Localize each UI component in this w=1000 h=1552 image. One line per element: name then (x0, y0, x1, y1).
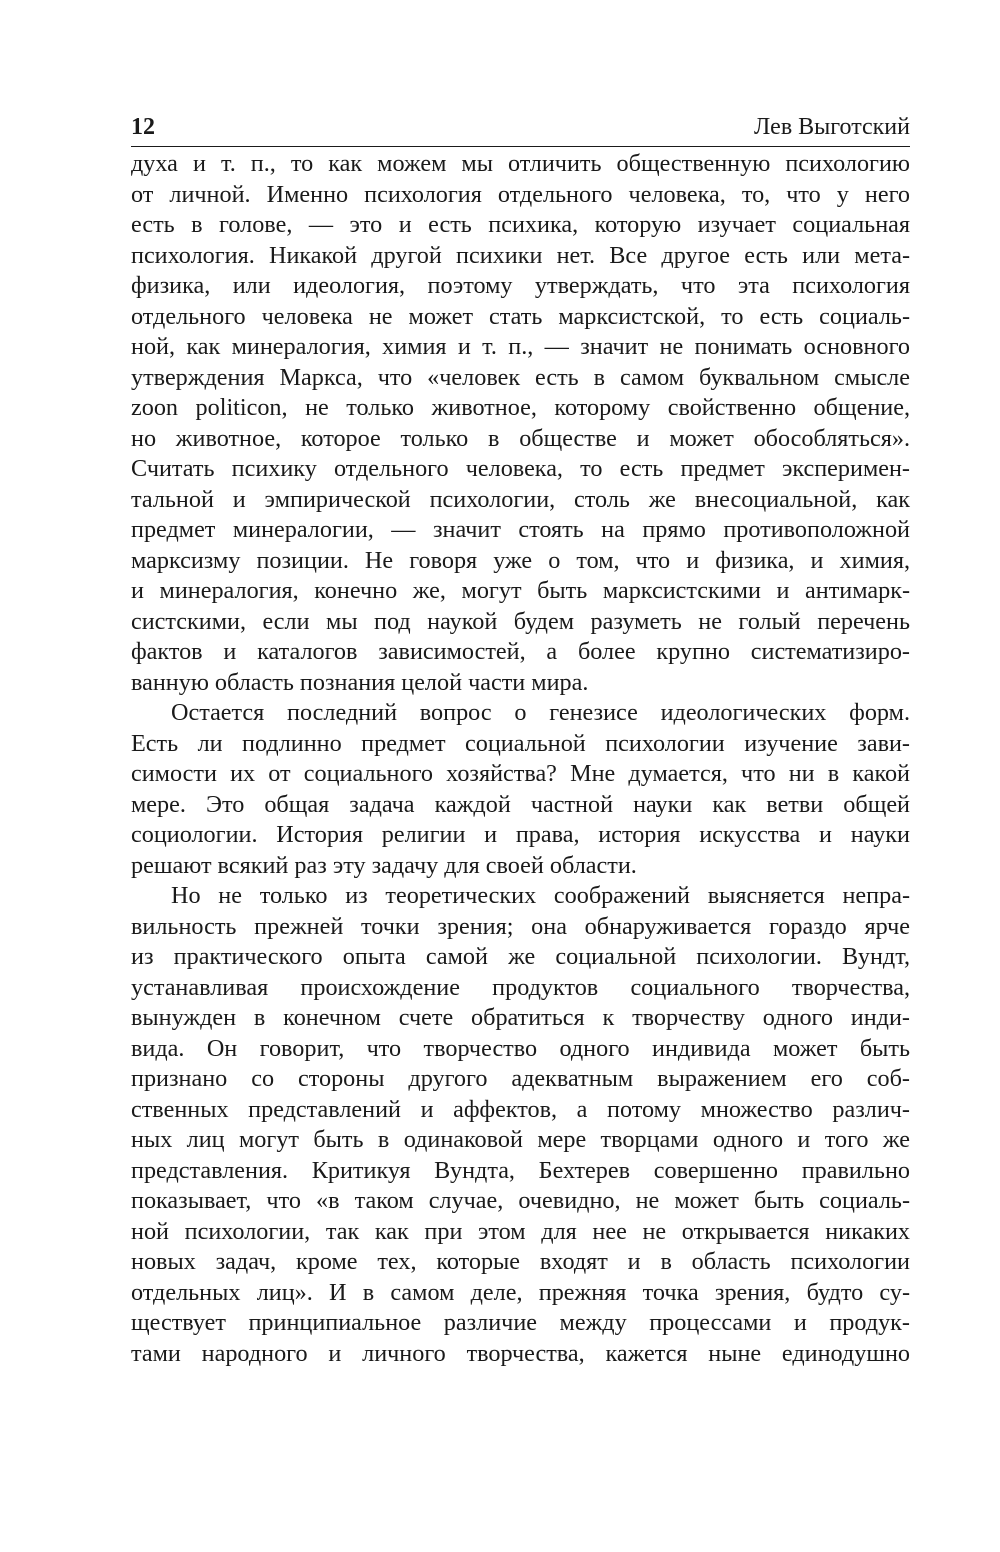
text-line: тами народного и личного творчества, кажется ныне единодушно (131, 1339, 910, 1367)
text-line: тальной и эмпирической психологии, столь же внесоциальной, как (131, 485, 910, 513)
text-line: ной, как минералогия, химия и т. п., — значит не понимать основного (131, 333, 910, 360)
text-line: от личной. Именно психология отдельного человека, то, что у него (131, 180, 910, 208)
text-line: отдельных лиц». И в самом деле, прежняя точка зрения, будто су- (131, 1278, 910, 1306)
body-text (131, 149, 910, 1369)
text-line: новых задач, кроме тех, которые входят и в область психологии (131, 1248, 910, 1275)
text-line: и минералогия, конечно же, могут быть марксистскими и антимарк- (131, 577, 910, 604)
book-page (131, 112, 910, 1369)
text-line: zoon politicon, не только животное, которому свойственно общение, (131, 394, 910, 421)
text-line: вынужден в конечном счете обратиться к творчеству одного инди- (131, 1004, 910, 1031)
text-line: вильность прежней точки зрения; она обнаруживается гораздо ярче (131, 912, 910, 940)
text-line: социологии. История религии и права, история искусства и науки (131, 821, 910, 848)
text-line: фактов и каталогов зависимостей, а более крупно систематизиро- (131, 638, 910, 665)
running-head (131, 112, 910, 147)
text-line: решают всякий раз эту задачу для своей области. (131, 851, 637, 879)
text-line: Но не только из теоретических соображений выясняется непра- (171, 882, 910, 909)
text-line: духа и т. п., то как можем мы отличить общественную психологию (131, 150, 910, 177)
text-line: систскими, если мы под наукой будем разуметь не голый перечень (131, 607, 910, 635)
text-line: представления. Критикуя Вундта, Бехтерев совершенно правильно (131, 1156, 910, 1184)
text-line: ществует принципиальное различие между процессами и продук- (131, 1309, 910, 1336)
text-line: отдельного человека не может стать марксистской, то есть социаль- (131, 302, 910, 330)
text-line: показывает, что «в таком случае, очевидно, не может быть социаль- (131, 1187, 910, 1214)
text-line: Считать психику отдельного человека, то есть предмет эксперимен- (131, 455, 910, 482)
text-line: но животное, которое только в обществе и может обособляться». (131, 424, 910, 452)
paragraph (131, 149, 910, 698)
running-head-author: Лев Выготский (754, 114, 910, 140)
text-line: симости их от социального хозяйства? Мне думается, что ни в какой (131, 760, 910, 787)
text-line: Есть ли подлинно предмет социальной психологии изучение зави- (131, 729, 910, 757)
text-line: утверждения Маркса, что «человек есть в самом буквальном смысле (131, 363, 910, 391)
text-line: устанавливая происхождение продуктов социального творчества, (131, 973, 910, 1001)
paragraph (131, 698, 910, 881)
text-line: психология. Никакой другой психики нет. Все другое есть или мета- (131, 241, 910, 269)
text-line: марксизму позиции. Не говоря уже о том, что и физика, и химия, (131, 546, 910, 574)
text-line: есть в голове, — это и есть психика, которую изучает социальная (131, 211, 910, 238)
text-line: мере. Это общая задача каждой частной науки как ветви общей (131, 790, 910, 818)
text-line: Остается последний вопрос о генезисе идеологических форм. (171, 699, 910, 726)
text-line: ванную область познания целой части мира. (131, 668, 589, 696)
text-line: предмет минералогии, — значит стоять на прямо противоположной (131, 516, 910, 543)
text-line: из практического опыта самой же социальной психологии. Вундт, (131, 943, 910, 970)
text-line: ных лиц могут быть в одинаковой мере творцами одного и того же (131, 1126, 910, 1153)
text-line: вида. Он говорит, что творчество одного индивида может быть (131, 1034, 910, 1062)
text-line: признано со стороны другого адекватным выражением его соб- (131, 1065, 910, 1092)
paragraph (131, 881, 910, 1369)
text-line: ственных представлений и аффектов, а потому множество различ- (131, 1095, 910, 1123)
text-line: физика, или идеология, поэтому утверждать, что эта психология (131, 272, 910, 299)
page-number: 12 (131, 114, 155, 140)
text-line: ной психологии, так как при этом для нее не открывается никаких (131, 1217, 910, 1245)
